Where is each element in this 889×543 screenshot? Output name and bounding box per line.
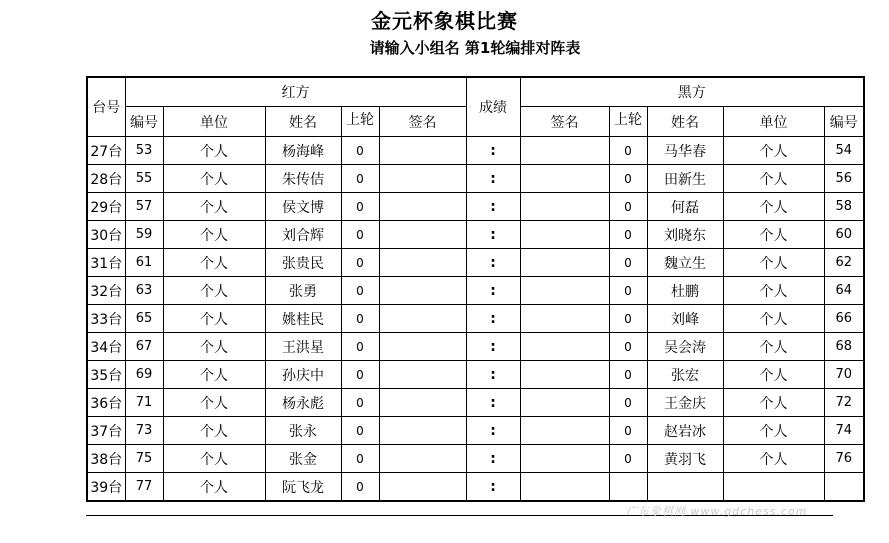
red-number-cell: 73	[125, 417, 163, 445]
red-name-cell: 侯文博	[265, 193, 341, 221]
black-unit-cell: 个人	[723, 249, 824, 277]
red-last-round-cell: 0	[341, 361, 379, 389]
red-last-round-cell: 0	[341, 389, 379, 417]
red-unit-cell: 个人	[163, 473, 265, 502]
red-unit-cell: 个人	[163, 389, 265, 417]
black-last-round-cell: 0	[609, 305, 647, 333]
black-unit-cell: 个人	[723, 389, 824, 417]
red-unit-cell: 个人	[163, 333, 265, 361]
result-cell: :	[466, 445, 520, 473]
black-last-round-cell: 0	[609, 165, 647, 193]
black-sign-cell	[520, 389, 609, 417]
red-unit-cell: 个人	[163, 165, 265, 193]
board-cell: 36台	[87, 389, 125, 417]
black-number-cell: 66	[824, 305, 864, 333]
result-cell: :	[466, 277, 520, 305]
red-side-header: 红方	[125, 77, 466, 107]
black-name-cell: 刘峰	[647, 305, 723, 333]
red-last-round-cell: 0	[341, 473, 379, 502]
red-unit-cell: 个人	[163, 445, 265, 473]
black-sign-cell	[520, 305, 609, 333]
red-sign-cell	[379, 249, 466, 277]
result-header: 成绩	[466, 77, 520, 137]
black-number-cell: 62	[824, 249, 864, 277]
black-last-round-cell: 0	[609, 361, 647, 389]
red-number-header: 编号	[125, 107, 163, 137]
black-unit-cell: 个人	[723, 445, 824, 473]
black-unit-cell: 个人	[723, 137, 824, 165]
black-sign-cell	[520, 137, 609, 165]
board-cell: 33台	[87, 305, 125, 333]
result-cell: :	[466, 221, 520, 249]
black-unit-cell: 个人	[723, 305, 824, 333]
board-header: 台号	[87, 77, 125, 137]
board-cell: 34台	[87, 333, 125, 361]
result-cell: :	[466, 137, 520, 165]
red-number-cell: 67	[125, 333, 163, 361]
result-cell: :	[466, 389, 520, 417]
table-row	[87, 193, 864, 221]
result-cell: :	[466, 473, 520, 502]
table-row	[87, 417, 864, 445]
table-row	[87, 389, 864, 417]
red-name-cell: 张勇	[265, 277, 341, 305]
red-name-header: 姓名	[265, 107, 341, 137]
red-last-round-cell: 0	[341, 193, 379, 221]
black-name-cell: 刘晓东	[647, 221, 723, 249]
black-unit-header: 单位	[723, 107, 824, 137]
table-row	[87, 305, 864, 333]
black-name-cell: 田新生	[647, 165, 723, 193]
black-unit-cell: 个人	[723, 361, 824, 389]
red-sign-header: 签名	[379, 107, 466, 137]
black-unit-cell: 个人	[723, 193, 824, 221]
black-name-header: 姓名	[647, 107, 723, 137]
black-number-cell: 74	[824, 417, 864, 445]
black-name-cell: 王金庆	[647, 389, 723, 417]
black-last-round-cell: 0	[609, 193, 647, 221]
red-name-cell: 张贵民	[265, 249, 341, 277]
red-unit-cell: 个人	[163, 193, 265, 221]
black-unit-cell: 个人	[723, 333, 824, 361]
red-sign-cell	[379, 417, 466, 445]
board-cell: 32台	[87, 277, 125, 305]
red-name-cell: 阮飞龙	[265, 473, 341, 502]
black-name-cell	[647, 473, 723, 502]
header-row-1	[87, 77, 864, 107]
red-sign-cell	[379, 305, 466, 333]
board-cell: 27台	[87, 137, 125, 165]
red-last-round-cell: 0	[341, 277, 379, 305]
red-number-cell: 65	[125, 305, 163, 333]
red-last-round-cell: 0	[341, 305, 379, 333]
black-sign-cell	[520, 193, 609, 221]
table-row	[87, 137, 864, 165]
black-sign-cell	[520, 277, 609, 305]
red-name-cell: 张金	[265, 445, 341, 473]
black-sign-cell	[520, 417, 609, 445]
red-name-cell: 杨海峰	[265, 137, 341, 165]
black-name-cell: 吴会涛	[647, 333, 723, 361]
red-last-round-header: 上轮	[341, 107, 379, 137]
black-sign-cell	[520, 333, 609, 361]
red-number-cell: 71	[125, 389, 163, 417]
black-number-cell: 70	[824, 361, 864, 389]
black-side-header: 黑方	[520, 77, 864, 107]
black-name-cell: 赵岩冰	[647, 417, 723, 445]
black-name-cell: 马华春	[647, 137, 723, 165]
black-number-cell: 60	[824, 221, 864, 249]
red-unit-header: 单位	[163, 107, 265, 137]
result-cell: :	[466, 305, 520, 333]
black-sign-cell	[520, 165, 609, 193]
black-sign-cell	[520, 249, 609, 277]
table-row	[87, 277, 864, 305]
board-cell: 31台	[87, 249, 125, 277]
watermark: 广东象棋网 www.gdchess.com	[626, 505, 808, 518]
page-subtitle: 请输入小组名 第1轮编排对阵表	[369, 39, 581, 57]
red-last-round-cell: 0	[341, 417, 379, 445]
black-last-round-cell: 0	[609, 333, 647, 361]
page-title: 金元杯象棋比赛	[371, 9, 518, 33]
red-name-cell: 刘合辉	[265, 221, 341, 249]
black-sign-header: 签名	[520, 107, 609, 137]
black-last-round-cell: 0	[609, 249, 647, 277]
red-sign-cell	[379, 277, 466, 305]
black-last-round-cell: 0	[609, 277, 647, 305]
table-row	[87, 445, 864, 473]
black-sign-cell	[520, 445, 609, 473]
black-number-cell: 68	[824, 333, 864, 361]
red-number-cell: 77	[125, 473, 163, 502]
red-name-cell: 姚桂民	[265, 305, 341, 333]
result-cell: :	[466, 361, 520, 389]
black-name-cell: 黄羽飞	[647, 445, 723, 473]
board-cell: 38台	[87, 445, 125, 473]
black-name-cell: 杜鹏	[647, 277, 723, 305]
black-number-cell: 58	[824, 193, 864, 221]
red-unit-cell: 个人	[163, 277, 265, 305]
black-name-cell: 张宏	[647, 361, 723, 389]
red-name-cell: 杨永彪	[265, 389, 341, 417]
red-last-round-cell: 0	[341, 137, 379, 165]
black-unit-cell: 个人	[723, 417, 824, 445]
red-unit-cell: 个人	[163, 137, 265, 165]
red-number-cell: 75	[125, 445, 163, 473]
red-sign-cell	[379, 165, 466, 193]
black-unit-cell: 个人	[723, 165, 824, 193]
black-last-round-cell	[609, 473, 647, 502]
result-cell: :	[466, 333, 520, 361]
red-sign-cell	[379, 137, 466, 165]
board-cell: 28台	[87, 165, 125, 193]
red-number-cell: 63	[125, 277, 163, 305]
black-last-round-header: 上轮	[609, 107, 647, 137]
red-number-cell: 69	[125, 361, 163, 389]
table-row	[87, 165, 864, 193]
black-last-round-cell: 0	[609, 221, 647, 249]
red-sign-cell	[379, 221, 466, 249]
black-number-cell	[824, 473, 864, 502]
red-sign-cell	[379, 473, 466, 502]
red-number-cell: 53	[125, 137, 163, 165]
black-name-cell: 魏立生	[647, 249, 723, 277]
black-number-cell: 54	[824, 137, 864, 165]
red-unit-cell: 个人	[163, 249, 265, 277]
black-last-round-cell: 0	[609, 417, 647, 445]
red-unit-cell: 个人	[163, 361, 265, 389]
black-unit-cell: 个人	[723, 221, 824, 249]
red-number-cell: 57	[125, 193, 163, 221]
board-cell: 35台	[87, 361, 125, 389]
table-row	[87, 333, 864, 361]
result-cell: :	[466, 417, 520, 445]
black-number-cell: 76	[824, 445, 864, 473]
red-last-round-cell: 0	[341, 445, 379, 473]
black-unit-cell	[723, 473, 824, 502]
red-sign-cell	[379, 445, 466, 473]
black-sign-cell	[520, 221, 609, 249]
red-number-cell: 61	[125, 249, 163, 277]
black-name-cell: 何磊	[647, 193, 723, 221]
red-unit-cell: 个人	[163, 221, 265, 249]
black-number-header: 编号	[824, 107, 864, 137]
board-cell: 39台	[87, 473, 125, 502]
red-sign-cell	[379, 389, 466, 417]
result-cell: :	[466, 165, 520, 193]
red-unit-cell: 个人	[163, 417, 265, 445]
black-unit-cell: 个人	[723, 277, 824, 305]
black-last-round-cell: 0	[609, 389, 647, 417]
red-unit-cell: 个人	[163, 305, 265, 333]
black-last-round-cell: 0	[609, 137, 647, 165]
table-row	[87, 473, 864, 502]
red-sign-cell	[379, 333, 466, 361]
board-cell: 29台	[87, 193, 125, 221]
table-row	[87, 249, 864, 277]
red-last-round-cell: 0	[341, 221, 379, 249]
red-number-cell: 59	[125, 221, 163, 249]
red-name-cell: 孙庆中	[265, 361, 341, 389]
table-row	[87, 361, 864, 389]
black-sign-cell	[520, 361, 609, 389]
black-number-cell: 56	[824, 165, 864, 193]
red-last-round-cell: 0	[341, 333, 379, 361]
black-sign-cell	[520, 473, 609, 502]
table-row	[87, 221, 864, 249]
red-name-cell: 王洪星	[265, 333, 341, 361]
red-name-cell: 张永	[265, 417, 341, 445]
black-last-round-cell: 0	[609, 445, 647, 473]
red-last-round-cell: 0	[341, 165, 379, 193]
black-number-cell: 64	[824, 277, 864, 305]
black-number-cell: 72	[824, 389, 864, 417]
red-sign-cell	[379, 361, 466, 389]
board-cell: 37台	[87, 417, 125, 445]
red-number-cell: 55	[125, 165, 163, 193]
result-cell: :	[466, 249, 520, 277]
result-cell: :	[466, 193, 520, 221]
red-sign-cell	[379, 193, 466, 221]
pairing-table	[86, 76, 865, 502]
red-name-cell: 朱传佶	[265, 165, 341, 193]
red-last-round-cell: 0	[341, 249, 379, 277]
board-cell: 30台	[87, 221, 125, 249]
